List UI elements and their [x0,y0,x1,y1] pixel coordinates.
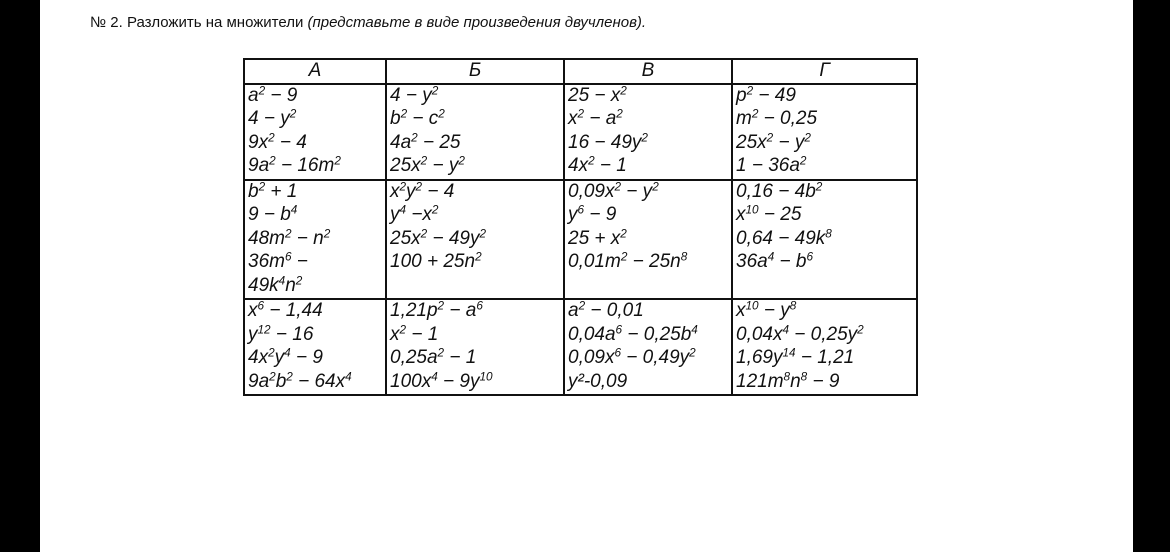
expression: $4x^2y^4 - 9$ [248,346,323,369]
expression: $a^2 - 0,01$ [568,299,644,322]
cell-a-3 [244,299,386,395]
column-header-v: В [564,59,732,84]
expression: $9 - b^4$ [248,203,298,226]
expression: $1,21p^2 - a^6$ [390,299,483,322]
cell-b-3 [386,299,564,395]
expression: $9a^2 - 16m^2$ [248,154,341,177]
expression: $36a^4 - b^6$ [736,250,814,273]
expression: $0,09x^2 - y^2$ [568,180,659,202]
expression: $4a^2 - 25$ [390,131,461,153]
cell-b-1 [386,84,564,180]
expression: $4 - y^2$ [390,84,439,106]
cell-g-1 [732,84,917,180]
expression: $9x^2 - 4$ [248,131,307,153]
expression: $0,09x^6 - 0,49y^2$ [568,346,696,369]
cell-v-3 [564,299,732,395]
expression: $121m^8n^8 - 9$ [736,370,840,392]
expression: $b^2 + 1$ [248,180,298,202]
task-heading [90,14,646,31]
expression: $a^2 - 9$ [248,84,298,106]
table-body [244,84,917,396]
expression: $p^2 - 49$ [736,84,796,106]
expression: $0,25a^2 - 1$ [390,346,477,369]
cell-a-2 [244,180,386,300]
expression: $x^2 - 1$ [390,323,439,345]
cell-g-2 [732,180,917,300]
table-row [244,299,917,395]
expression: $16 - 49y^2$ [568,131,648,153]
expression: $0,04x^4 - 0,25y^2$ [736,323,864,345]
expression: $4 - y^2$ [248,107,297,130]
column-header-b: Б [386,59,564,84]
expression: $1,69y^{14} - 1,21$ [736,346,855,369]
expression: $0,64 - 49k^8$ [736,227,832,249]
expression: $x^2 - a^2$ [568,107,623,130]
column-header-g: Г [732,59,917,84]
expressions-table [243,58,918,396]
cell-v-1 [564,84,732,180]
expression: y²-0,09 [568,370,628,392]
expression: $x^6 - 1,44$ [248,299,323,322]
expression: $4x^2 - 1$ [568,154,627,177]
expression: $x^{10} - 25$ [736,203,802,226]
expression: $y^{12} - 16$ [248,323,314,345]
expression: $25x^2 - y^2$ [390,154,465,177]
expression: $m^2 - 0,25$ [736,107,818,130]
expression: $x^{10} - y^8$ [736,299,797,322]
expression: $b^2 - c^2$ [390,107,445,130]
cell-v-2 [564,180,732,300]
expression: $25x^2 - y^2$ [736,131,811,153]
expression: $9a^2b^2 - 64x^4$ [248,370,352,392]
expression: $y^6 - 9$ [568,203,617,226]
expression: $36m^6$ − [248,250,308,273]
expression: $48m^2 - n^2$ [248,227,331,249]
cell-b-2 [386,180,564,300]
column-header-a: А [244,59,386,84]
expression: $1 - 36a^2$ [736,154,807,177]
expression: $0,16 - 4b^2$ [736,180,823,202]
expression: $0,01m^2 - 25n^8$ [568,250,688,273]
expression: $x^2y^2 - 4$ [390,180,455,202]
document-page [40,0,1133,552]
header-row [244,59,917,84]
expression: $49k^4n^2$ [248,274,303,296]
expression: $25x^2 - 49y^2$ [390,227,487,249]
table-row [244,180,917,300]
table-row [244,84,917,180]
cell-g-3 [732,299,917,395]
expression: $0,04a^6 - 0,25b^4$ [568,323,698,345]
expression: $100 + 25n^2$ [390,250,482,273]
expression: $25 - x^2$ [568,84,627,106]
expression: $25 + x^2$ [568,227,627,249]
task-hint: (представьте в виде произведения двучленов). [307,14,647,31]
task-number: № 2 [90,14,119,31]
expression: $y^4 -x^2$ [390,203,439,226]
cell-a-1 [244,84,386,180]
task-instruction: . Разложить на множители [118,14,304,31]
expression: $100x^4 - 9y^{10}$ [390,370,493,392]
